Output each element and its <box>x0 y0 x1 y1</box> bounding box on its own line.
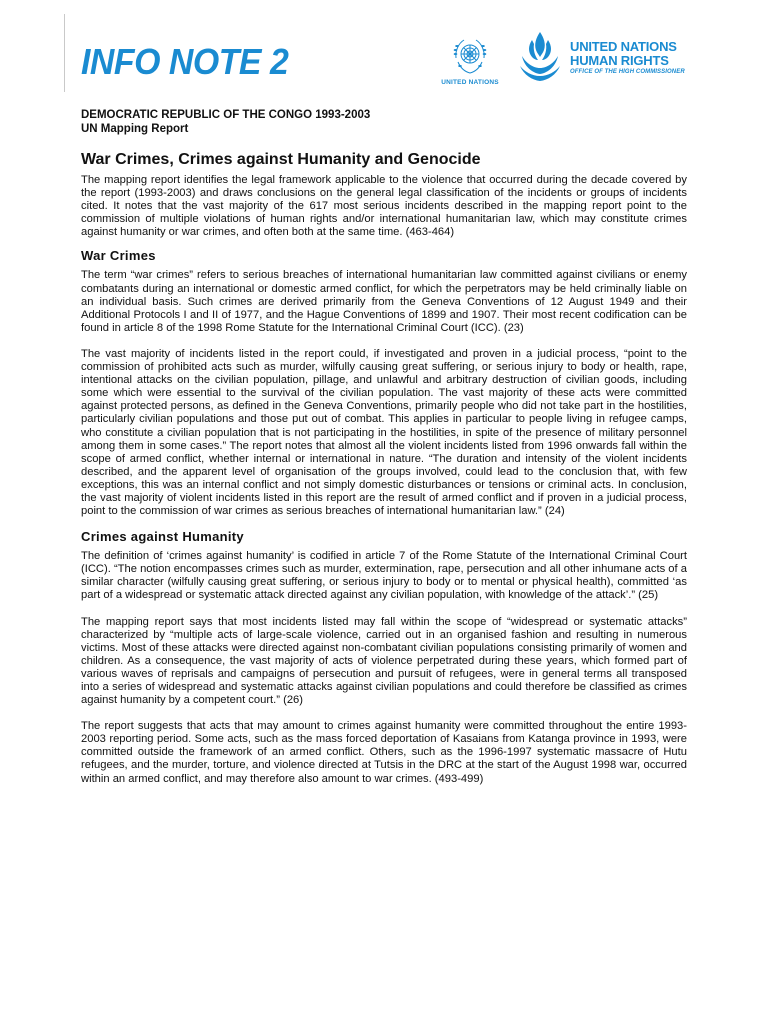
ohchr-wordmark <box>570 40 685 76</box>
document-title: War Crimes, Crimes against Humanity and Genocide <box>81 151 481 168</box>
document-body <box>81 174 687 786</box>
report-subheader <box>81 108 370 136</box>
ohchr-logo <box>514 26 694 86</box>
intro-paragraph: The mapping report identifies the legal framework applicable to the violence that occurred during the decade covered by the report (1993-2003) and draws conclusions on the general legal classification of the incidents or groups of incidents cited. It notes that the vast majority of the 617 most serious incidents described in the mapping report point to the commission of multiple violations of human rights and/or international humanitarian law, which may constitute crimes against humanity or war crimes, and often both at the same time. (463-464) <box>81 174 687 239</box>
section-heading-crimes-against-humanity: Crimes against Humanity <box>81 529 244 545</box>
ohchr-line-2: HUMAN RIGHTS <box>570 53 669 68</box>
un-logo-caption: UNITED NATIONS <box>441 79 499 86</box>
paragraph: The report suggests that acts that may amount to crimes against humanity were committed throughout the entire 1993-2003 reporting period. Some acts, such as the mass forced deportation of Kasaians from Katanga province in 1993, were committed outside the framework of an armed conflict. Others, such as the 1996-1997 systematic massacre of Hutu refugees, and the murder, torture, and violence directed at Tutsis in the DRC at the start of the August 1998 war, occurred within an armed conflict, and may therefore also amount to war crimes. (493-499) <box>81 720 687 785</box>
section-heading-war-crimes: War Crimes <box>81 248 156 264</box>
un-emblem-icon <box>450 36 490 78</box>
paragraph: The vast majority of incidents listed in the report could, if investigated and proven in a judicial process, “point to the commission of prohibited acts such as murder, wilfully causing great suffering, or serious injury to body or health, rape, intentional attacks on the civilian population, pillage, and unlawful and arbitrary destruction of civilian goods, including some which were essential to the survival of the civilian population. The vast majority of these acts were committed against protected persons, as defined in the Geneva Conventions, primarily people who did not take part in the hostilities, particularly civilian populations and those put out of combat. This applies in particular to people living in refugee camps, who constitute a civilian population that is not participating in the hostilities, in spite of the presence of military personnel among them in some cases.” The report notes that almost all the violent incidents listed from 1996 onwards fall within the scope of armed conflict, whether internal or international in nature. “The duration and intensity of the violent incidents described, and the apparent level of organisation of the groups involved, could lead to the conclusion that, with few exceptions, this was an internal conflict and not simply domestic disturbances or tensions or criminal acts. In conclusion, the vast majority of violent incidents listed in this report are the result of armed conflict and if proven in a judicial process, point to the commission of war crimes as serious breaches of international humanitarian law.” (24) <box>81 347 687 518</box>
ohchr-line-1: UNITED NATIONS <box>570 39 677 54</box>
report-name: UN Mapping Report <box>81 123 189 135</box>
info-note-title: INFO NOTE 2 <box>81 41 289 82</box>
paragraph: The definition of ‘crimes against humanity’ is codified in article 7 of the Rome Statute of the International Criminal Court (ICC). “The notion encompasses crimes such as murder, extermination, rape, persecution and all other inhumane acts of a similar character (wilfully causing great suffering, or serious injury to body or to mental or physical health), committed ‘as part of a widespread or systematic attack directed against any civilian population, with knowledge of the attack’.” (25) <box>81 550 687 602</box>
paragraph: The term “war crimes” refers to serious breaches of international humanitarian law committed against civilians or enemy combatants during an international or domestic armed conflict, for which the perpetrators may be held criminally liable on an individual basis. Such crimes are derived primarily from the Geneva Conventions of 12 August 1949 and their Additional Protocols I and II of 1977, and the Hague Conventions of 1899 and 1907. Their most recent codification can be found in article 8 of the 1998 Rome Statute for the International Criminal Court (ICC). (23) <box>81 269 687 334</box>
country-period: DEMOCRATIC REPUBLIC OF THE CONGO 1993-2003 <box>81 109 371 121</box>
un-logo <box>440 36 500 92</box>
flame-hands-icon <box>514 26 566 84</box>
ohchr-line-3: OFFICE OF THE HIGH COMMISSIONER <box>570 69 685 75</box>
header-divider <box>64 14 65 92</box>
paragraph: The mapping report says that most incidents listed may fall within the scope of “widespread or systematic attacks” characterized by “multiple acts of large-scale violence, carried out in an organised fashion and resulting in numerous victims. Most of these attacks were directed against non-combatant civilian populations consisting primarily of women and children. As a consequence, the vast majority of acts of violence perpetrated during these years, which formed part of various waves of reprisals and campaigns of persecution and pursuit of refugees, were in general terms all transposed into a series of widespread and systematic attacks against civilian populations and could therefore be classified as crimes against humanity by a competent court.” (26) <box>81 615 687 707</box>
